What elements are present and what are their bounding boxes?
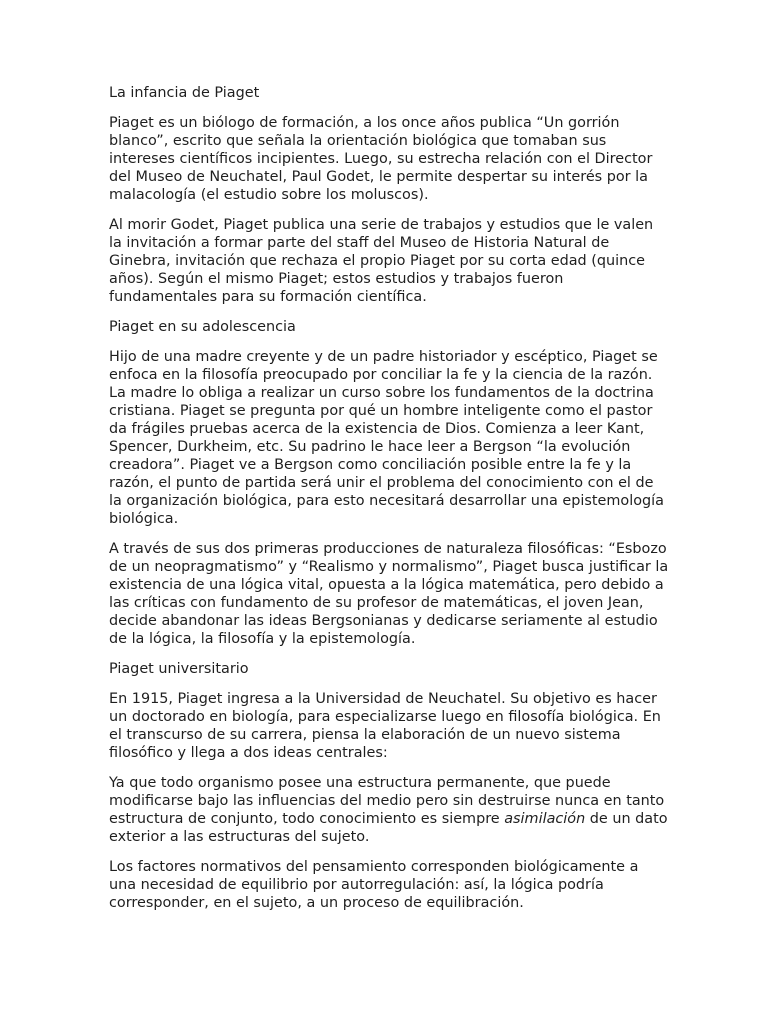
section-heading-infancia: La infancia de Piaget: [109, 85, 260, 101]
paragraph: Piaget es un biólogo de formación, a los once años publica “Un gorrión blanco”, escrito que señala la orientación biológica que tomaban sus intereses científicos incipientes. Luego, su estrecha relación con el Director del Museo de Neuchatel, Paul Godet, le permite despertar su interés por la malacología (el estudio sobre los moluscos).: [109, 115, 653, 203]
paragraph-text: de un dato exterior a las estructuras del sujeto.: [109, 811, 668, 845]
document-body: [109, 84, 669, 924]
paragraph-text: Ya que todo organismo posee una estructura permanente, que puede modificarse bajo las influencias del medio pero sin destruirse nunca en tanto estructura de conjunto, todo conocimiento es siempre: [109, 775, 665, 827]
paragraph: Al morir Godet, Piaget publica una serie de trabajos y estudios que le valen la invitación a formar parte del staff del Museo de Historia Natural de Ginebra, invitación que rechaza el propio Piaget por su corta edad (quince años). Según el mismo Piaget; estos estudios y trabajos fueron fundamentales para su formación científica.: [109, 217, 654, 305]
paragraph: Hijo de una madre creyente y de un padre historiador y escéptico, Piaget se enfoca en la filosofía preocupado por conciliar la fe y la ciencia de la razón. La madre lo obliga a realizar un curso sobre los fundamentos de la doctrina cristiana. Piaget se pregunta por qué un hombre inteligente como el pastor da frágiles pruebas acerca de la existencia de Dios. Comienza a leer Kant, Spencer, Durkheim, etc. Su padrino le hace leer a Bergson “la evolución creadora”. Piaget ve a Bergson como conciliación posible entre la fe y la razón, el punto de partida será unir el problema del conocimiento con el de la organización biológica, para esto necesitará desarrollar una epistemología biológica.: [109, 349, 664, 527]
paragraph-asimilacion: [109, 774, 669, 846]
section-heading-universitario: Piaget universitario: [109, 661, 249, 677]
section-heading-adolescencia: Piaget en su adolescencia: [109, 319, 296, 335]
paragraph: Los factores normativos del pensamiento corresponden biológicamente a una necesidad de equilibrio por autorregulación: así, la lógica podría corresponder, en el sujeto, a un proceso de equilibración.: [109, 859, 639, 911]
paragraph: A través de sus dos primeras producciones de naturaleza filosóficas: “Esbozo de un neopragmatismo” y “Realismo y normalismo”, Piaget busca justificar la existencia de una lógica vital, opuesta a la lógica matemática, pero debido a las críticas con fundamento de su profesor de matemáticas, el joven Jean, decide abandonar las ideas Bergsonianas y dedicarse seriamente al estudio de la lógica, la filosofía y la epistemología.: [109, 541, 669, 647]
emphasis-text: asimilación: [504, 811, 586, 827]
paragraph: En 1915, Piaget ingresa a la Universidad de Neuchatel. Su objetivo es hacer un doctorado en biología, para especializarse luego en filosofía biológica. En el transcurso de su carrera, piensa la elaboración de un nuevo sistema filosófico y llega a dos ideas centrales:: [109, 691, 661, 761]
